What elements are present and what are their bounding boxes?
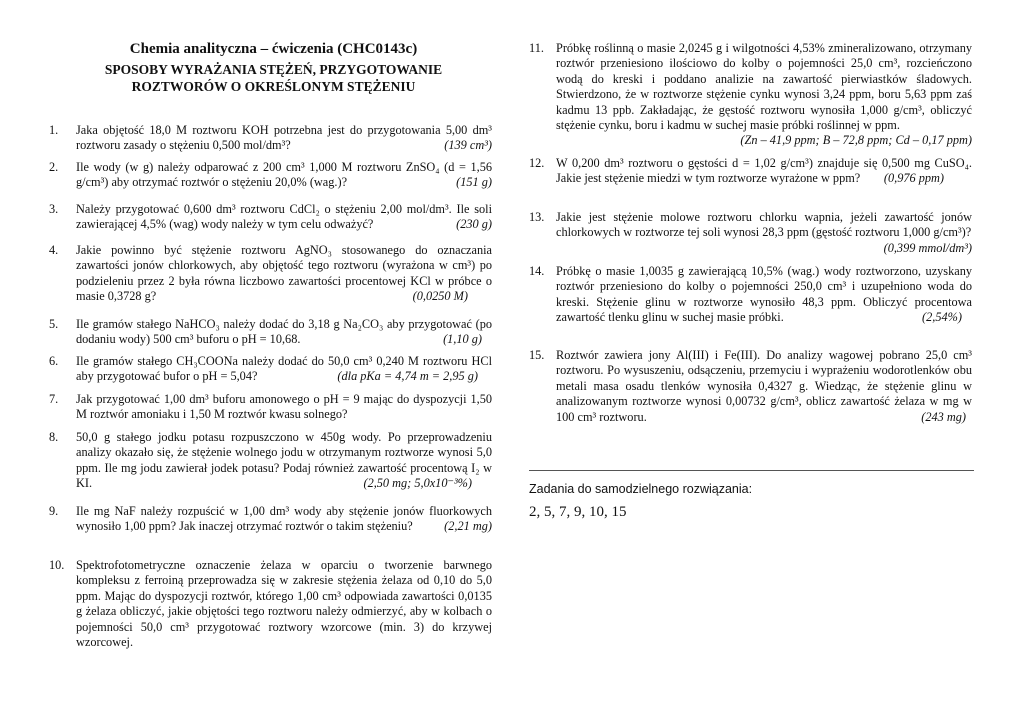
task-answer: (230 g) [456, 217, 492, 232]
task-number: 9. [49, 504, 59, 518]
task-8 [49, 430, 492, 492]
task-10 [49, 558, 492, 650]
task-number: 1. [49, 123, 59, 137]
task-answer: (dla pKa = 4,74 m = 2,95 g) [337, 369, 478, 384]
title: Chemia analityczna – ćwiczenia (CHC0143c) [129, 41, 418, 57]
task-number: 13. [529, 210, 545, 224]
task-text: Ile gramów stałego CH₃COONa należy dodać do 50,0 cm³ 0,240 M roztworu HCl aby przygotować bufor o pH = 5,04? [76, 354, 492, 384]
task-number: 15. [529, 348, 545, 362]
task-number: 8. [49, 430, 59, 444]
task-text: Jakie powinno być stężenie roztworu AgNO₃ stosowanego do oznaczania zawartości jonów chlorkowych, aby objętość tego roztworu (wyrażona w cm³) po podzieleniu przez 2 była równa liczbowo zawartości procentowej KCl w próbce o masie 0,3728 g? [76, 243, 492, 304]
task-11 [529, 41, 972, 149]
task-text: Roztwór zawiera jony Al(III) i Fe(III). Do analizy wagowej pobrano 25,0 cm³ roztworu. Po wysuszeniu, odsączeniu, przemyciu i wyprażeniu wodorotlenków obu metali masa osadu tlenków wynosiła 0,4327 g. Wiedząc, że stężenie glinu w analizowanym roztworze wynosi 0,00732 g/cm³, oblicz zawartość żelaza w mg w 100 cm³ roztworu. [556, 348, 972, 424]
task-answer: (0,399 mmol/dm³) [883, 240, 972, 255]
task-number: 11. [529, 41, 544, 55]
task-answer: (243 mg) [921, 409, 966, 424]
horizontal-divider [529, 470, 974, 471]
homework-items: 2, 5, 7, 9, 10, 15 [529, 504, 627, 520]
task-14 [529, 264, 972, 326]
task-answer: (2,50 mg; 5,0x10⁻³%) [363, 476, 472, 491]
task-text: Jak przygotować 1,00 dm³ buforu amonowego o pH = 9 mając do dyspozycji 1,50 M roztwór amoniaku i 1,50 M roztwór kwasu solnego? [76, 392, 492, 422]
task-7 [49, 392, 492, 423]
task-number: 5. [49, 317, 59, 331]
task-answer: (151 g) [456, 175, 492, 190]
task-text: W 0,200 dm³ roztworu o gęstości d = 1,02 g/cm³) znajduje się 0,500 mg CuSO₄. Jakie jest stężenie miedzi w tym roztworze wyrażone w ppm? [556, 156, 972, 186]
task-number: 4. [49, 243, 59, 257]
task-9 [49, 504, 492, 535]
task-number: 12. [529, 156, 545, 170]
task-number: 6. [49, 354, 59, 368]
task-text: Ile gramów stałego NaHCO₃ należy dodać do 3,18 g Na₂CO₃ aby przygotować (po dodaniu wody) 500 cm³ buforu o pH = 10,68. [76, 317, 492, 347]
task-5 [49, 317, 492, 348]
task-15 [529, 348, 972, 425]
task-text: Należy przygotować 0,600 dm³ roztworu CdCl₂ o stężeniu 2,00 mol/dm³. Ile soli zawierającej 4,5% (wag) wody należy w tym celu odważyć? [76, 202, 492, 232]
subtitle-line-2: ROZTWORÓW O OKREŚLONYM STĘŻENIU [131, 79, 416, 94]
task-answer: (139 cm³) [444, 138, 492, 153]
task-number: 3. [49, 202, 59, 216]
task-6 [49, 354, 492, 385]
task-number: 2. [49, 160, 59, 174]
homework-label: Zadania do samodzielnego rozwiązania: [529, 482, 753, 496]
task-answer: (0,976 ppm) [883, 171, 944, 186]
task-answer: (Zn – 41,9 ppm; B – 72,8 ppm; Cd – 0,17 ppm) [740, 133, 972, 148]
task-answer: (2,54%) [922, 310, 962, 325]
task-1 [49, 123, 492, 154]
task-answer: (2,21 mg) [444, 519, 492, 534]
subtitle [49, 61, 498, 95]
task-number: 10. [49, 558, 65, 572]
task-answer: (0,0250 M) [412, 289, 468, 304]
task-text: Ile wody (w g) należy odparować z 200 cm³ 1,000 M roztworu ZnSO₄ (d = 1,56 g/cm³) aby otrzymać roztwór o stężeniu 20,0% (wag.)? [76, 160, 492, 190]
task-3 [49, 202, 492, 233]
subtitle-line-1: SPOSOBY WYRAŻANIA STĘŻEŃ, PRZYGOTOWANIE [104, 62, 443, 77]
task-text: Jaka objętość 18,0 M roztworu KOH potrzebna jest do przygotowania 5,00 dm³ roztworu zasady o stężeniu 0,500 mol/dm³? [76, 123, 492, 153]
task-4 [49, 243, 492, 305]
task-text: Próbkę roślinną o masie 2,0245 g i wilgotności 4,53% zmineralizowano, otrzymany roztwór przeniesiono ilościowo do kolby o pojemności 25,0 cm³, rozcieńczono wodą do kreski i poddano analizie na zawartość pierwiastków śladowych. Stwierdzono, że w roztworze stężenie cynku wynosi 3,24 ppm, boru 5,63 ppm zaś kadmu 13 ppb. Zakładając, że gęstość roztworu wynosiła 1,000 g/cm³, obliczyć stężenie cynku, boru i kadmu w suchej masie próbki roślinnej w ppm. [556, 41, 972, 133]
task-number: 7. [49, 392, 59, 406]
task-answer: (1,10 g) [443, 332, 482, 347]
task-text: Jakie jest stężenie molowe roztworu chlorku wapnia, jeżeli zawartość jonów chlorkowych w roztworze tej soli wynosi 28,3 ppm (gęstość roztworu 1,000 g/cm³)? [556, 210, 972, 240]
task-text: Spektrofotometryczne oznaczenie żelaza w oparciu o tworzenie barwnego kompleksu z ferroiną przeprowadza się w zakresie stężenia żelaza od 0,10 do 5,0 ppm. Mając do dyspozycji roztwór, którego 1,00 cm³ odpowiada zawartości 0,0135 g żelaza obliczyć, jakie objętości tego roztworu należy odmierzyć, aby w kolbach o pojemności 50,0 cm³ przygotować roztwory wzorcowe (min. 3) do krzywej wzorcowej. [76, 558, 492, 650]
task-12 [529, 156, 972, 187]
task-text: Próbkę o masie 1,0035 g zawierającą 10,5% (wag.) wody roztworzono, uzyskany roztwór przeniesiono do kolby o pojemności 250,0 cm³ i uzupełniono woda do kreski. Stężenie glinu w roztworze wynosiło 48,3 ppm. Obliczyć procentowa zawartość tlenku glinu w suchej masie próbki. [556, 264, 972, 325]
task-text: 50,0 g stałego jodku potasu rozpuszczono w 450g wody. Po przeprowadzeniu analizy okazało się, że stężenie wolnego jodu w otrzymanym roztworze wynosi 5,0 ppm. Ile mg jodu zawierał jodek potasu? Podaj również zawartość procentową I₂ w KI. [76, 430, 492, 491]
task-13 [529, 210, 972, 256]
task-2 [49, 160, 492, 191]
task-text: Ile mg NaF należy rozpuścić w 1,00 dm³ wody aby stężenie jonów fluorkowych wynosiło 1,00 ppm? Jak inaczej otrzymać roztwór o takim stężeniu? [76, 504, 492, 534]
task-number: 14. [529, 264, 545, 278]
